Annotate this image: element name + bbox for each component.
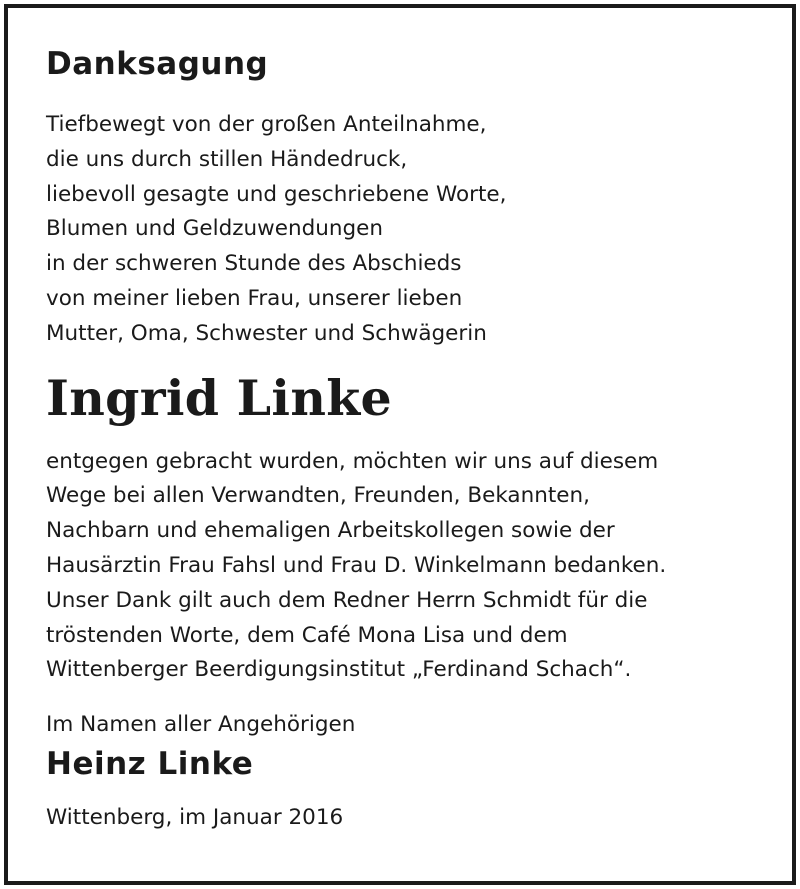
intro-line: von meiner lieben Frau, unserer lieben (46, 285, 463, 311)
signer-name: Heinz Linke (46, 745, 254, 782)
thanks-line: tröstenden Worte, dem Café Mona Lisa und dem (46, 622, 568, 648)
thanks-line: Wittenberger Beerdigungsinstitut „Ferdinand Schach“. (46, 657, 632, 683)
deceased-name: Ingrid Linke (46, 368, 392, 427)
thanks-paragraph (46, 445, 766, 689)
thanks-line: Nachbarn und ehemaligen Arbeitskollegen sowie der (46, 518, 615, 544)
intro-line: Mutter, Oma, Schwester und Schwägerin (46, 320, 487, 346)
intro-line: in der schweren Stunde des Abschieds (46, 251, 462, 277)
intro-line: die uns durch stillen Händedruck, (46, 146, 408, 172)
thanks-line: entgegen gebracht wurden, möchten wir uns auf diesem (46, 448, 659, 474)
place-date: Wittenberg, im Januar 2016 (46, 804, 344, 830)
thanks-line: Unser Dank gilt auch dem Redner Herrn Schmidt für die (46, 587, 648, 613)
intro-paragraph (46, 108, 766, 352)
thanks-line: Hausärztin Frau Fahsl und Frau D. Winkelmann bedanken. (46, 552, 667, 578)
notice-heading: Danksagung (46, 46, 269, 82)
intro-line: Tiefbewegt von der großen Anteilnahme, (46, 112, 487, 137)
signature-intro: Im Namen aller Angehörigen (46, 712, 356, 738)
notice-content (46, 42, 766, 836)
thanks-line: Wege bei allen Verwandten, Freunden, Bekannten, (46, 483, 590, 509)
intro-line: liebevoll gesagte und geschriebene Worte, (46, 181, 507, 207)
intro-line: Blumen und Geldzuwendungen (46, 216, 383, 242)
